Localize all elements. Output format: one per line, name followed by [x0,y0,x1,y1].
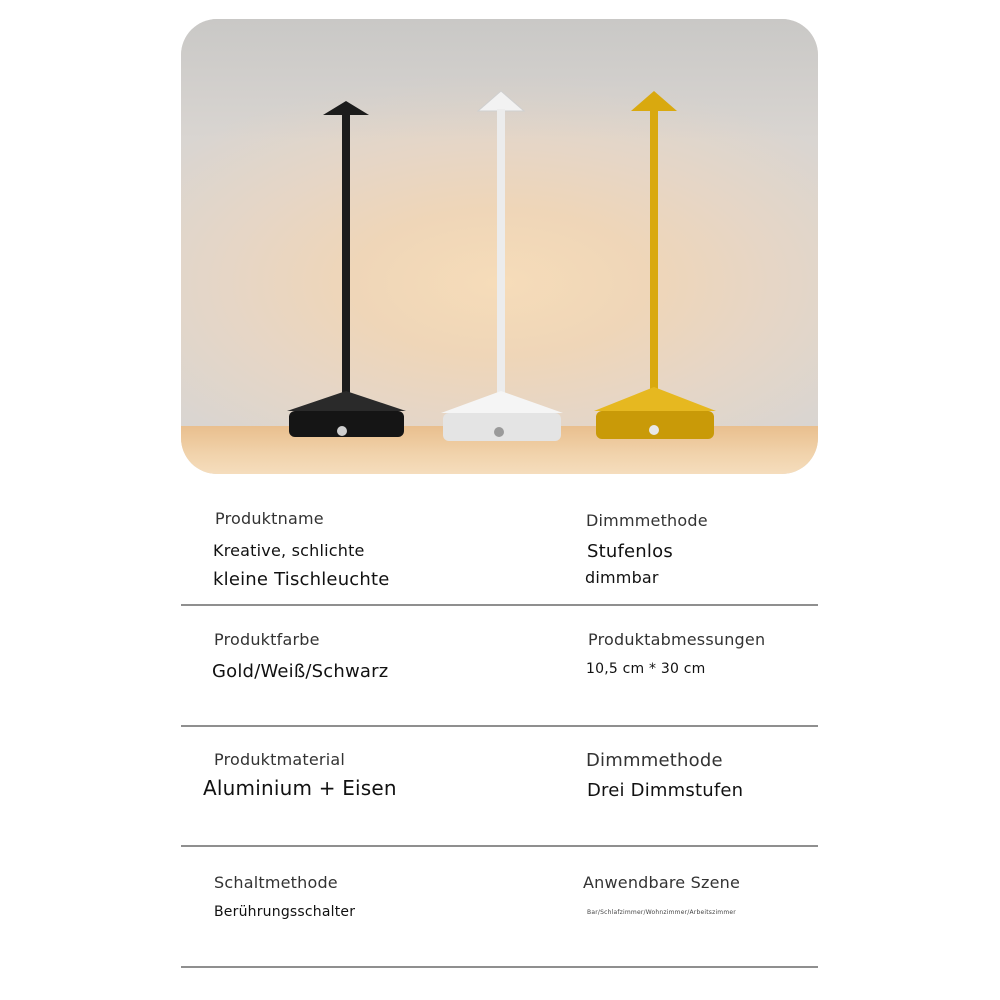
product-photo [181,19,818,474]
product-name-label: Produktname [215,509,324,528]
switch-method-label: Schaltmethode [214,873,338,892]
product-name-line1: Kreative, schlichte [213,541,365,560]
row-divider [181,604,818,606]
row-divider [181,966,818,968]
product-dimensions-value: 10,5 cm * 30 cm [586,661,706,677]
gold-lamp [594,91,716,439]
dimming-method-line1: Stufenlos [587,541,673,562]
dimming-method-label-2: Dimmmethode [586,750,723,771]
applicable-scene-label: Anwendbare Szene [583,873,741,892]
applicable-scene-value: Bar/Schlafzimmer/Wohnzimmer/Arbeitszimmer [587,909,736,916]
dimming-method-line2: dimmbar [585,568,659,587]
product-color-value: Gold/Weiß/Schwarz [212,661,389,682]
product-color-label: Produktfarbe [214,630,320,649]
black-lamp [287,101,406,437]
product-material-label: Produktmaterial [214,750,345,769]
dimming-method-label: Dimmmethode [586,511,708,530]
lamps-illustration [181,19,818,474]
white-lamp [441,91,563,441]
dimming-method-value-2: Drei Dimmstufen [587,780,744,801]
row-divider [181,725,818,727]
product-name-line2: kleine Tischleuchte [213,569,390,590]
switch-method-value: Berührungsschalter [214,904,356,920]
product-dimensions-label: Produktabmessungen [588,630,766,649]
row-divider [181,845,818,847]
product-material-value: Aluminium + Eisen [203,776,397,800]
